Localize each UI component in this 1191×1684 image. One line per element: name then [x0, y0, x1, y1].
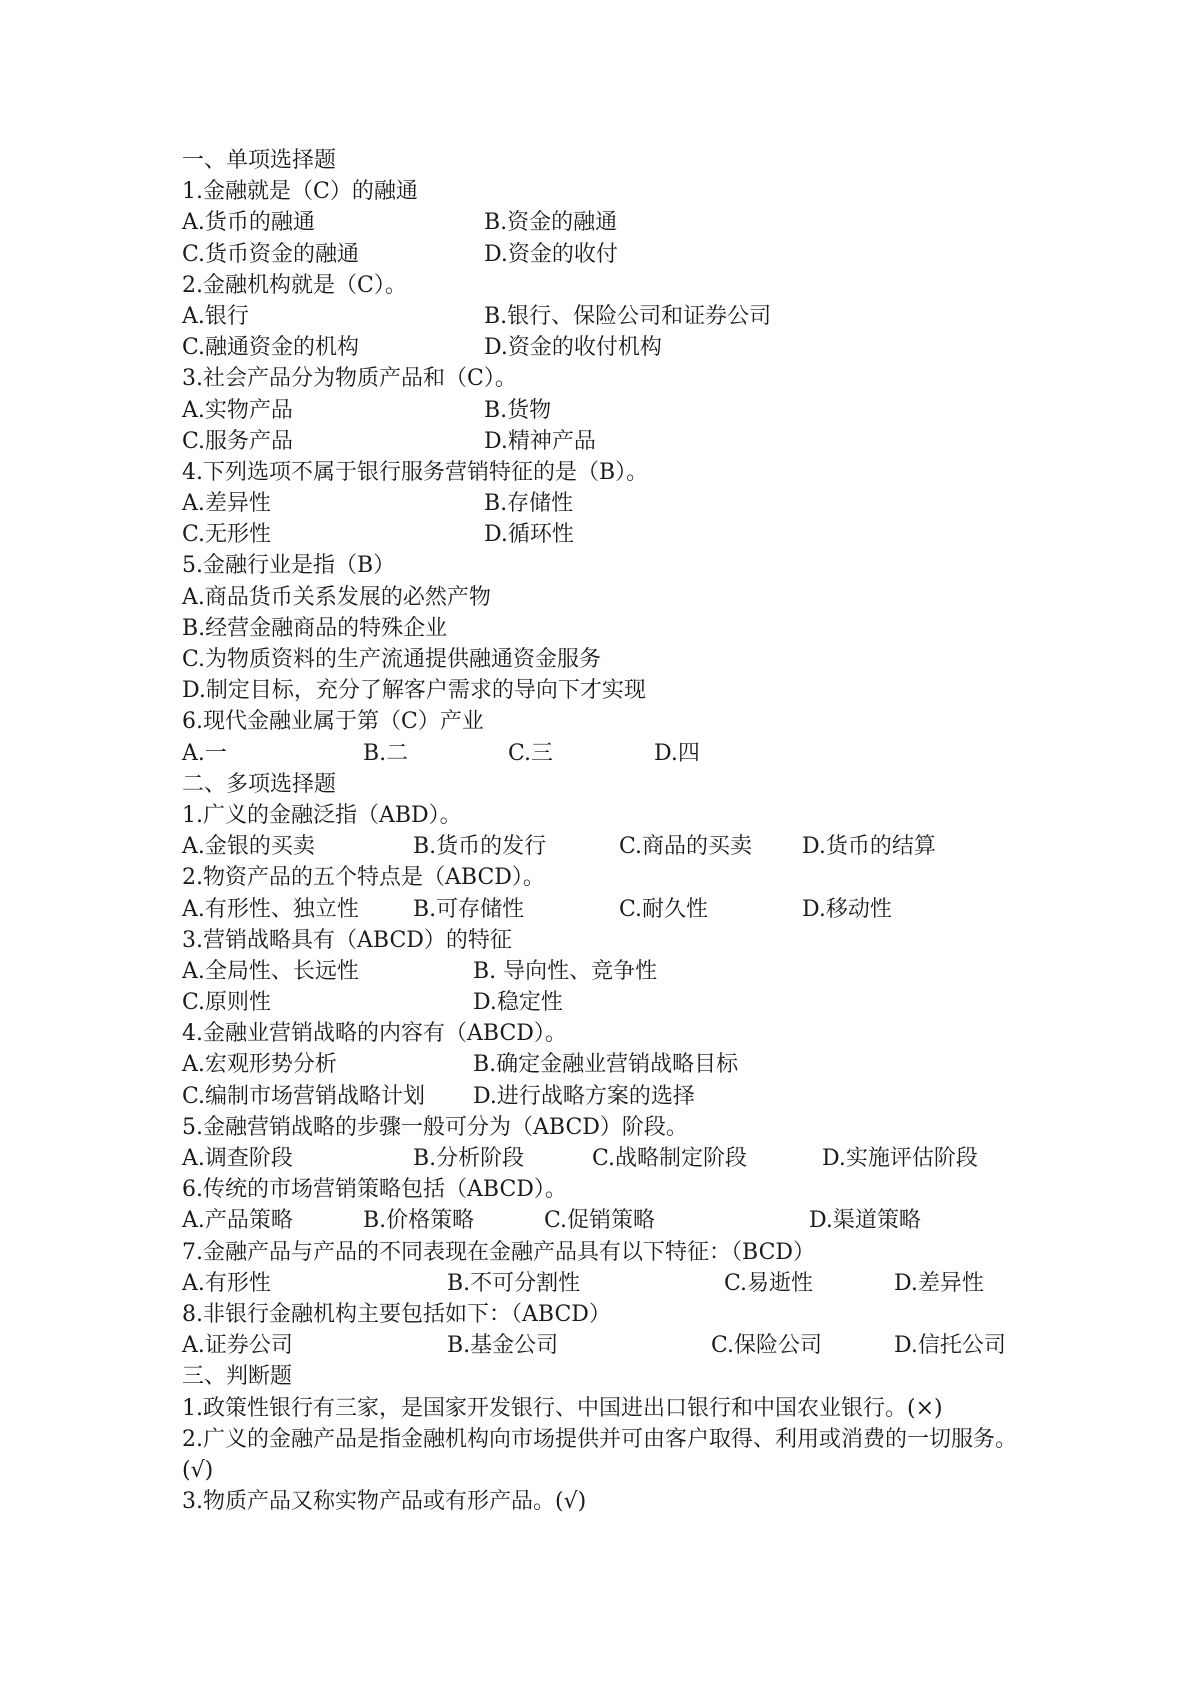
option-d: D.资金的收付: [484, 241, 618, 267]
option-c: C.耐久性: [619, 896, 709, 922]
question-text: 6.传统的市场营销策略包括（ABCD）。: [182, 1177, 567, 1203]
option-c: C.原则性: [182, 990, 272, 1016]
option-d: D.信托公司: [894, 1333, 1006, 1359]
option-c: C.三: [508, 740, 554, 766]
option-b: B.基金公司: [447, 1333, 559, 1359]
judge-item: 3.物质产品又称实物产品或有形产品。(√): [182, 1489, 587, 1515]
option-c: C.商品的买卖: [619, 834, 753, 860]
option-a: A.实物产品: [182, 397, 293, 423]
option-a: A.一: [182, 740, 227, 766]
section-title-single: 一、单项选择题: [182, 148, 337, 173]
option-c: C.无形性: [182, 522, 272, 548]
option-d: D.制定目标，充分了解客户需求的导向下才实现: [182, 678, 646, 704]
option-c: C.服务产品: [182, 428, 294, 454]
option-row: [182, 956, 1062, 987]
option-b: B.经营金融商品的特殊企业: [182, 615, 448, 641]
option-row: [182, 519, 1062, 550]
option-row: [182, 1049, 1062, 1080]
option-b: B.银行、保险公司和证券公司: [484, 303, 772, 329]
option-row: [182, 987, 1062, 1018]
question-text: 4.下列选项不属于银行服务营销特征的是（B）。: [182, 459, 649, 485]
option-b: B.分析阶段: [413, 1146, 525, 1171]
option-row: [182, 1205, 1062, 1236]
question-text: 1.金融就是（C）的融通: [182, 179, 418, 205]
option-a: A.有形性: [182, 1270, 271, 1296]
question-text: 4.金融业营销战略的内容有（ABCD）。: [182, 1021, 567, 1047]
option-c: C.战略制定阶段: [592, 1146, 748, 1171]
option-d: D.货币的结算: [802, 834, 936, 860]
option-b: B. 导向性、竞争性: [473, 958, 658, 984]
option-d: D.资金的收付机构: [484, 335, 662, 361]
option-row: [182, 1081, 1062, 1112]
option-d: D.差异性: [894, 1270, 984, 1296]
option-c: C.编制市场营销战略计划: [182, 1083, 426, 1109]
option-b: B.不可分割性: [447, 1270, 581, 1296]
option-row: [182, 738, 1062, 769]
section-title-judge: 三、判断题: [182, 1364, 293, 1390]
question-text: 5.金融营销战略的步骤一般可分为（ABCD）阶段。: [182, 1114, 688, 1140]
option-b: B.货币的发行: [413, 834, 547, 860]
option-a: A.差异性: [182, 491, 271, 517]
option-a: A.证券公司: [182, 1333, 293, 1359]
option-row: [182, 488, 1062, 519]
question-text: 2.物资产品的五个特点是（ABCD）。: [182, 865, 545, 891]
option-row: [182, 1268, 1062, 1299]
question-text: 5.金融行业是指（B）: [182, 553, 396, 579]
question-text: 1.广义的金融泛指（ABD）。: [182, 802, 462, 828]
option-row: [182, 1143, 1062, 1174]
option-b: B.确定金融业营销战略目标: [473, 1052, 739, 1078]
option-c: C.货币资金的融通: [182, 241, 360, 267]
option-d: D.渠道策略: [809, 1208, 921, 1234]
option-b: B.货物: [484, 397, 552, 423]
question-text: 3.社会产品分为物质产品和（C）。: [182, 366, 517, 392]
option-a: A.有形性、独立性: [182, 896, 359, 922]
option-c: C.融通资金的机构: [182, 335, 360, 361]
option-a: A.宏观形势分析: [182, 1052, 337, 1078]
option-c: C.促销策略: [544, 1208, 656, 1234]
section-title-multi: 二、多项选择题: [182, 771, 337, 797]
option-row: [182, 395, 1062, 426]
option-b: B.价格策略: [363, 1208, 475, 1234]
option-a: A.货币的融通: [182, 210, 315, 236]
question-text: 7.金融产品与产品的不同表现在金融产品具有以下特征：（BCD）: [182, 1239, 816, 1265]
option-row: [182, 301, 1062, 332]
option-row: [182, 1330, 1062, 1361]
option-d: D.移动性: [802, 896, 892, 922]
option-a: A.金银的买卖: [182, 834, 315, 860]
option-row: [182, 894, 1062, 925]
option-a: A.全局性、长远性: [182, 958, 359, 984]
option-a: A.商品货币关系发展的必然产物: [182, 584, 491, 610]
option-b: B.存储性: [484, 491, 574, 517]
option-row: [182, 831, 1062, 862]
option-d: D.进行战略方案的选择: [473, 1083, 695, 1109]
option-a: A.产品策略: [182, 1208, 293, 1234]
question-text: 6.现代金融业属于第（C）产业: [182, 709, 484, 735]
option-c: C.易逝性: [724, 1270, 814, 1296]
option-d: D.稳定性: [473, 990, 563, 1016]
option-a: A.调查阶段: [182, 1146, 293, 1171]
question-text: 3.营销战略具有（ABCD）的特征: [182, 927, 512, 953]
document-page: [182, 145, 1062, 1517]
judge-item: 1.政策性银行有三家，是国家开发银行、中国进出口银行和中国农业银行。(×): [182, 1395, 943, 1421]
option-c: C.为物质资料的生产流通提供融通资金服务: [182, 647, 602, 672]
question-text: 8.非银行金融机构主要包括如下：（ABCD）: [182, 1301, 611, 1327]
judge-item: 2.广义的金融产品是指金融机构向市场提供并可由客户取得、利用或消费的一切服务。(√): [182, 1426, 1017, 1483]
option-d: D.精神产品: [484, 428, 596, 454]
option-b: B.可存储性: [413, 896, 525, 922]
option-b: B.资金的融通: [484, 210, 618, 236]
option-row: [182, 426, 1062, 457]
question-text: 2.金融机构就是（C）。: [182, 272, 407, 298]
option-d: D.循环性: [484, 522, 574, 548]
option-row: [182, 332, 1062, 363]
option-d: D.实施评估阶段: [822, 1146, 978, 1171]
option-c: C.保险公司: [711, 1333, 823, 1359]
option-d: D.四: [654, 740, 700, 766]
option-row: [182, 207, 1062, 238]
option-a: A.银行: [182, 303, 249, 329]
option-b: B.二: [363, 740, 409, 766]
option-row: [182, 239, 1062, 270]
